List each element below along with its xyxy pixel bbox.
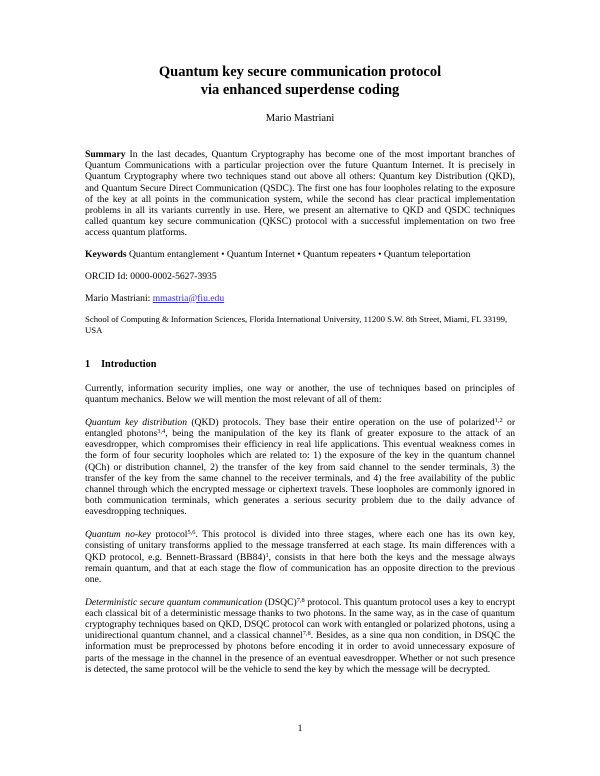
qkd-term: Quantum key distribution [85, 416, 187, 428]
page-number: 1 [297, 723, 303, 734]
nokey-paragraph [85, 529, 515, 585]
nokey-text-1: protocol [150, 529, 188, 541]
qkd-paragraph [85, 417, 515, 518]
reference-superscript: 1,2 [494, 416, 503, 424]
nokey-text-3: , consists in that here both the keys and the message always remain quantum, and that at each stage the flow of communication has an opposite direction to the previous one. [85, 551, 515, 585]
keywords-label: Keywords [85, 249, 127, 261]
orcid-line: ORCID Id: 0000-0002-5627-3935 [85, 270, 217, 282]
dsqc-paragraph [85, 597, 515, 675]
reference-superscript: 1 [265, 551, 269, 559]
reference-superscript: 5,6 [187, 529, 196, 537]
contact-line [85, 293, 515, 304]
dsqc-term: Deterministic secure quantum communication [85, 596, 263, 608]
reference-superscript: 3,4 [157, 428, 166, 436]
section-number: 1 [85, 359, 91, 371]
affiliation: School of Computing & Information Sciences, Florida International University, 11200 S.W. 8th Street, Miami, FL 33199, USA [85, 314, 508, 335]
keywords-text: Quantum entanglement • Quantum Internet • Quantum repeaters • Quantum teleportation [126, 249, 471, 261]
summary-text: In the last decades, Quantum Cryptography has become one of the most important branches of Quantum Communications with a particular projection over the future Quantum Internet. It is precisely in Quantum Cryptography where two techniques stand out above all others: Quantum key Distribution (QKD), and Quantum Secure Direct Communication (QSDC). The first one has four loopholes relating to the exposure of the key at all points in the communication system, while the second has clear practical implementation problems in all its variants currently in use. Here, we present an alternative to QKD and QSDC techniques called quantum key secure communication (QKSC) protocol with a successful implementation on two free access quantum platforms. [85, 149, 515, 239]
reference-superscript: 7,8 [296, 596, 305, 604]
section-heading-introduction [85, 359, 515, 371]
dsqc-text-3: . Besides, as a sine qua non condition, in DSQC the information must be preprocessed by photons before encoding it in order to avoid unnecessary exposure of parts of the message in the channel in the presence of an eventual eavesdropper. Whether or not such presence is detected, the same protocol will be the vehicle to send the key by which the message will be decrypted. [85, 630, 515, 675]
summary-paragraph [85, 149, 515, 239]
reference-superscript: 7,8 [302, 630, 311, 638]
intro-lead-paragraph: Currently, information security implies, one way or another, the use of techniques based on principles of quantum mechanics. Below we will mention the most relevant of all of them: [85, 382, 515, 406]
qkd-text-2: or entangled photons [85, 416, 516, 440]
qkd-text-1: (QKD) protocols. They base their entire operation on the use of polarized [187, 416, 495, 428]
dsqc-text-2: protocol. This quantum protocol uses a key to encrypt each classical bit of a deterministic message thanks to two photons. In the same way, as in the case of quantum cryptography techniques based on QKD, DSQC protocol can work with entangled or polarized photons, using a unidirectional quantum channel, and a classical channel [85, 596, 515, 642]
section-title: Introduction [101, 359, 157, 371]
keywords-line [85, 249, 515, 260]
paper-title-line2: via enhanced superdense coding [200, 81, 400, 98]
dsqc-text-1: (DSQC) [262, 596, 297, 608]
summary-label: Summary [85, 149, 126, 160]
paper-title [85, 64, 515, 99]
nokey-text-2: . This protocol is divided into three stages, where each one has its own key, consisting of unitary transforms applied to the message transferred at each stage. Its main differences with a QKD protocol, e.g. Bennett-Brassard (BB84) [85, 529, 516, 563]
author-email-link[interactable]: mmastria@fiu.edu [152, 292, 225, 304]
author-name: Mario Mastriani [265, 113, 335, 124]
qkd-text-3: , being the manipulation of the key its flank of greater exposure to the attack of an eavesdropper, which compromises their efficiency in real life applications. This eventual weakness comes in the form of four security loopholes which are related to: 1) the exposure of the key in the quantum channel (QCh) or distribution channel, 2) the transfer of the key from said channel to the sender terminals, 3) the transfer of the key from the same channel to the receiver terminals, and 4) the free availability of the public channel through which the encrypted message or ciphertext travels. These loopholes are commonly ignored in both communication terminals, which generates a serious security problem due to the daily advance of eavesdropping techniques. [85, 428, 516, 518]
paper-title-line1: Quantum key secure communication protocol [158, 64, 442, 80]
contact-name: Mario Mastriani: [85, 292, 153, 304]
nokey-term: Quantum no-key [85, 529, 151, 541]
